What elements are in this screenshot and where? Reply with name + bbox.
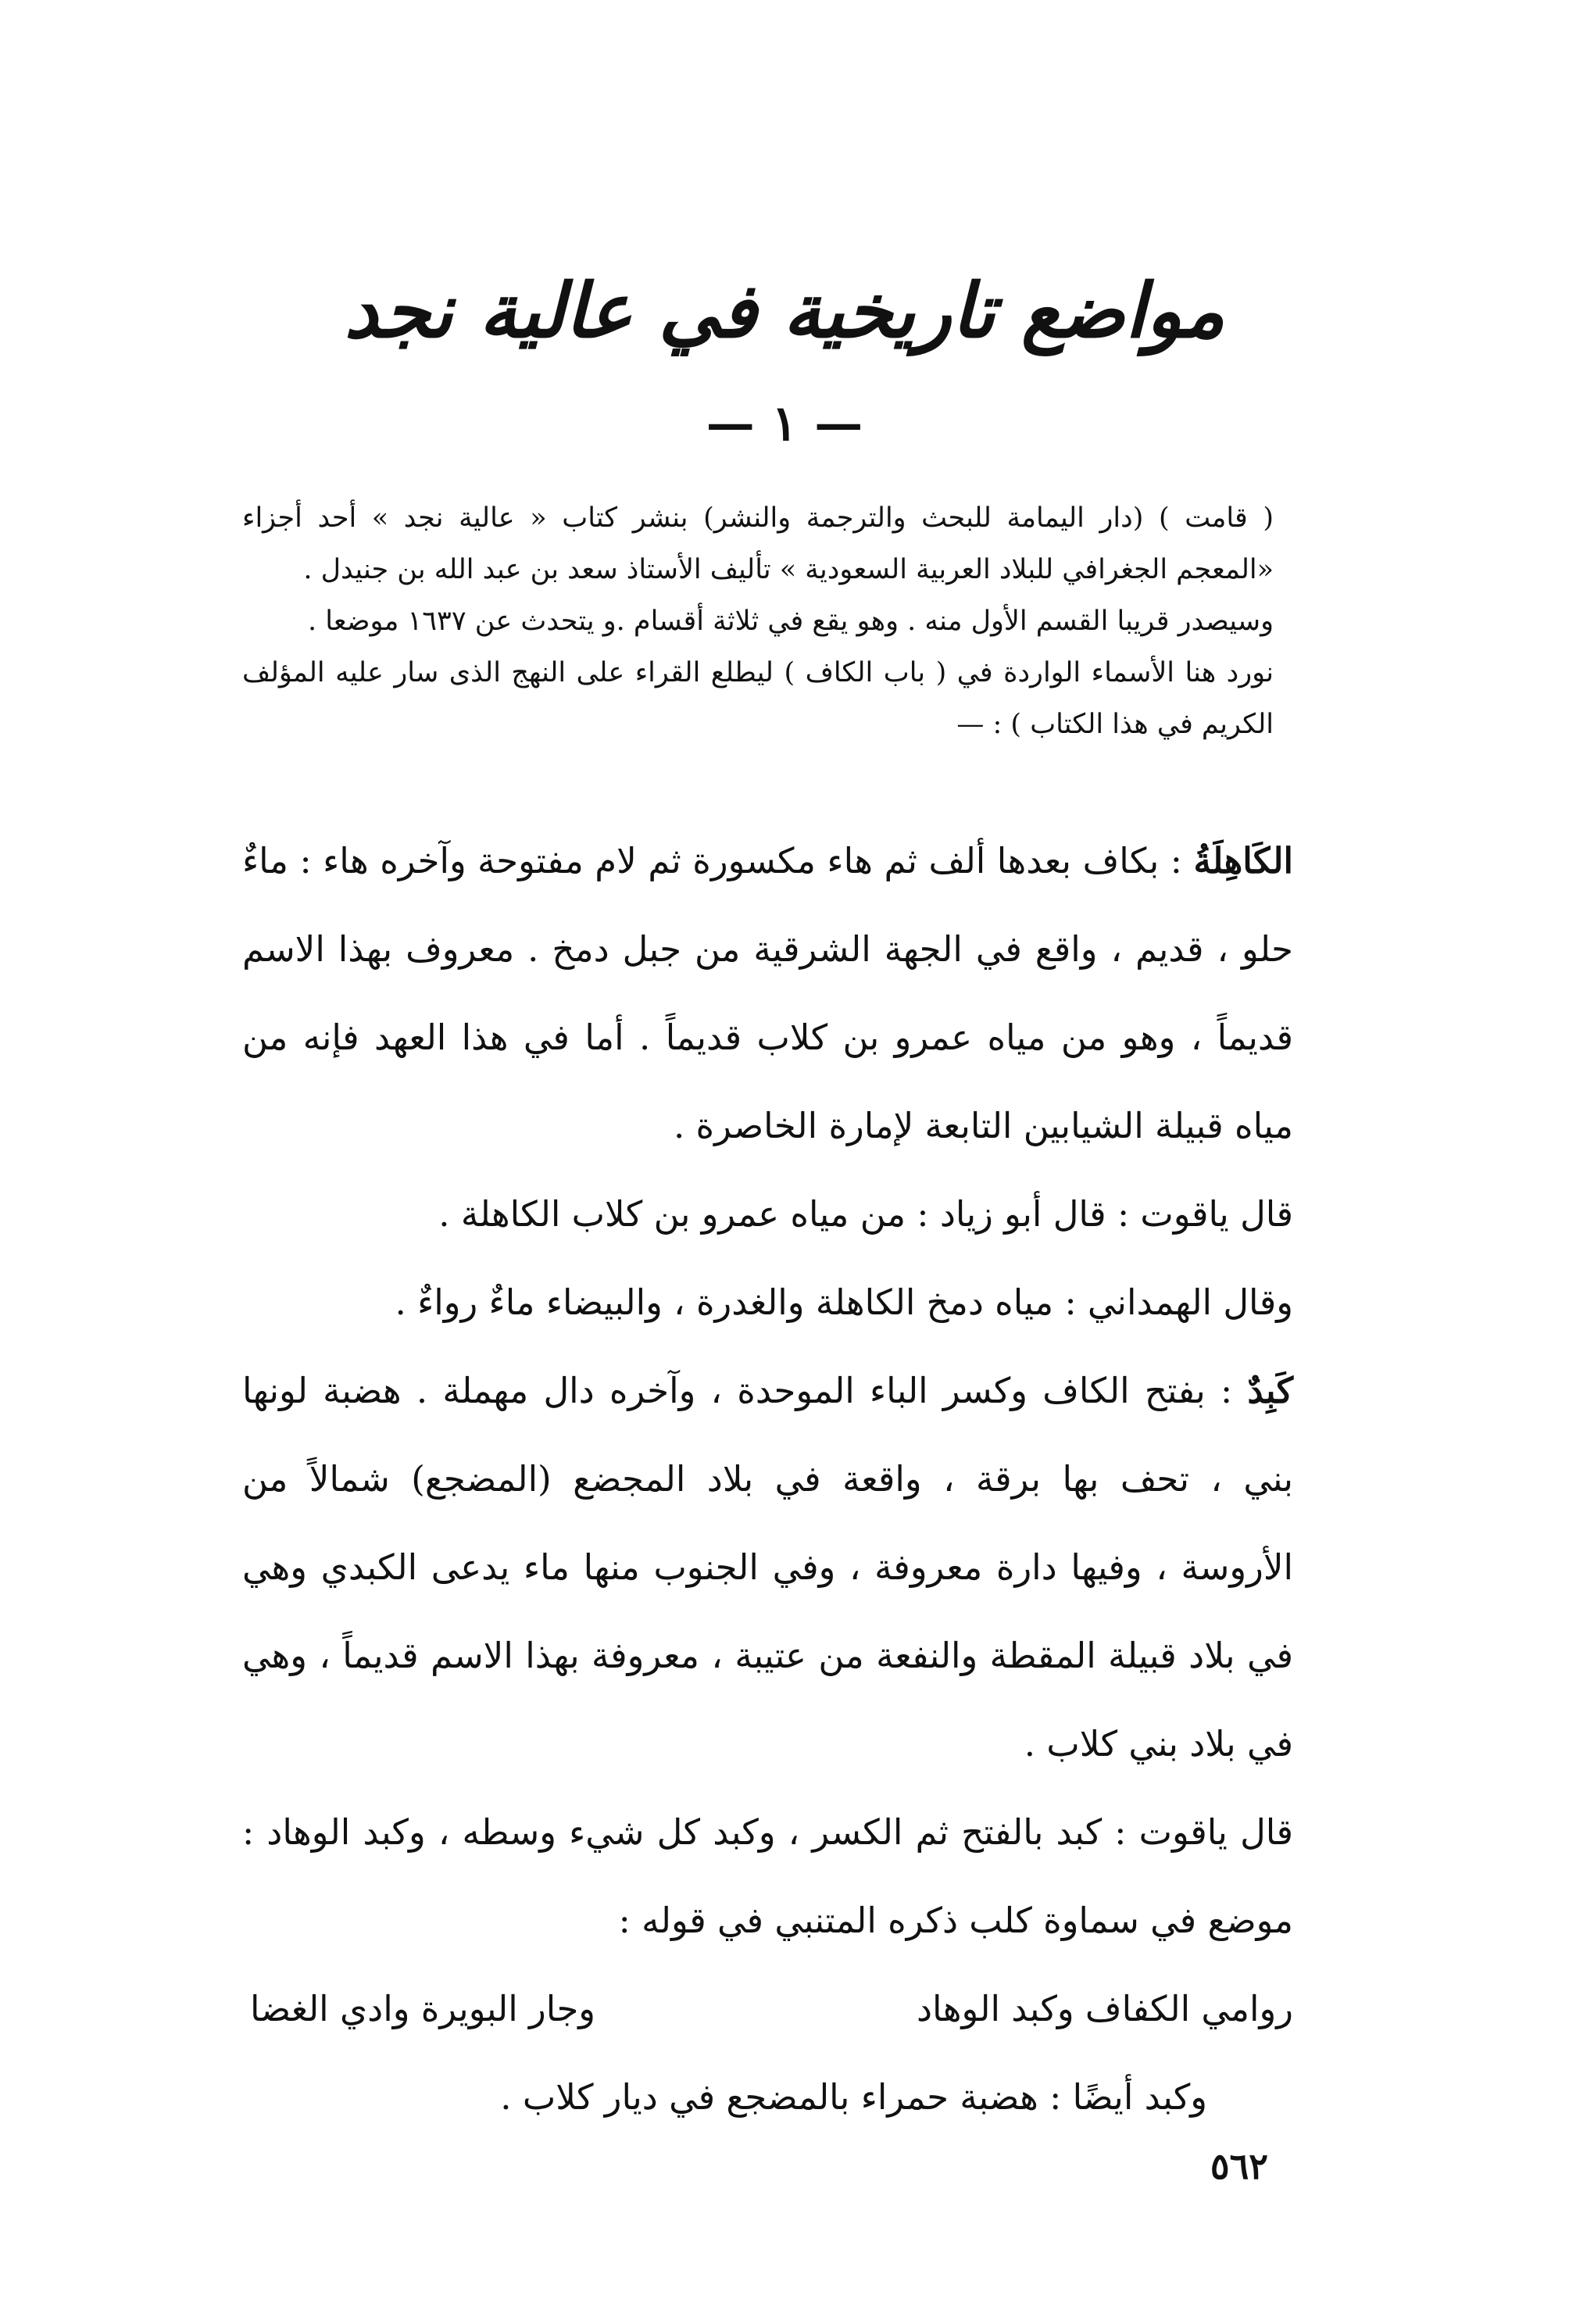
intro-paragraph-purpose: نورد هنا الأسماء الواردة في ( باب الكاف ) ليطلع القراء على النهج الذى سار عليه المؤلف الكريم في هذا الكتاب ) : — [242,657,1274,740]
part-number: — ١ — [706,395,863,452]
poem-verse [242,1965,1293,2053]
intro-paragraph-publication: ( قامت ) (دار اليمامة للبحث والترجمة والنشر) بنشر كتاب « عالية نجد » أحد أجزاء «المعجم الجغرافي للبلاد العربية السعودية » تأليف الأستاذ سعد بن عبد الله بن جنيدل . [242,502,1274,585]
entry-kabd-quote-yaqut: قال ياقوت : كبد بالفتح ثم الكسر ، وكبد كل شيء وسطه ، وكبد الوهاد : موضع في سماوة كلب ذكره المتنبي في قوله : [242,1811,1293,1941]
intro-paragraph-sections: وسيصدر قريبا القسم الأول منه . وهو يقع في ثلاثة أقسام .و يتحدث عن ١٦٣٧ موضعا . [307,606,1274,637]
entry-kabd-closing: وكبد أيضًا : هضبة حمراء بالمضجع في ديار كلاب . [500,2076,1207,2118]
page-title: مواضع تاريخية في عالية نجد [344,266,1225,355]
entry-kabd-definition: : بفتح الكاف وكسر الباء الموحدة ، وآخره دال مهملة . هضبة لونها بني ، تحف بها برقة ، واقعة في بلاد المجضع (المضجع) شمالاً من الأروسة ، وفيها دارة معروفة ، وفي الجنوب منها ماء يدعى الكبدي وهي في بلاد قبيلة المقطة والنفعة من عتيبة ، معروفة بهذا الاسم قديماً ، وهي في بلاد بني كلاب . [242,1370,1293,1764]
entries-body [242,817,1293,2141]
entry-kahila-quote-hamdani: وقال الهمداني : مياه دمخ الكاهلة والغدرة ، والبيضاء ماءٌ رواءٌ . [395,1282,1293,1323]
verse-first-hemistich: روامي الكفاف وكبد الوهاد [917,1988,1293,2029]
entry-kahila-quote-yaqut: قال ياقوت : قال أبو زياد : من مياه عمرو بن كلاب الكاهلة . [438,1193,1293,1235]
entry-kahila [242,817,1293,1170]
introduction-note [242,492,1274,750]
entry-kahila-definition: : بكاف بعدها ألف ثم هاء مكسورة ثم لام مفتوحة وآخره هاء : ماءٌ حلو ، قديم ، واقع في الجهة الشرقية من جبل دمخ . معروف بهذا الاسم قديماً ، وهو من مياه عمرو بن كلاب قديماً . أما في هذا العهد فإنه من مياه قبيلة الشيابين التابعة لإمارة الخاصرة . [242,840,1293,1146]
entry-kabd-term: كَبِدٌ [1247,1370,1293,1411]
page-number: ٥٦٢ [1210,2145,1268,2187]
entry-kahila-term: الكَاهِلَةُ [1193,840,1293,881]
verse-second-hemistich: وجار البويرة وادي الغضا [250,1988,596,2029]
entry-kabd [242,1346,1293,1788]
